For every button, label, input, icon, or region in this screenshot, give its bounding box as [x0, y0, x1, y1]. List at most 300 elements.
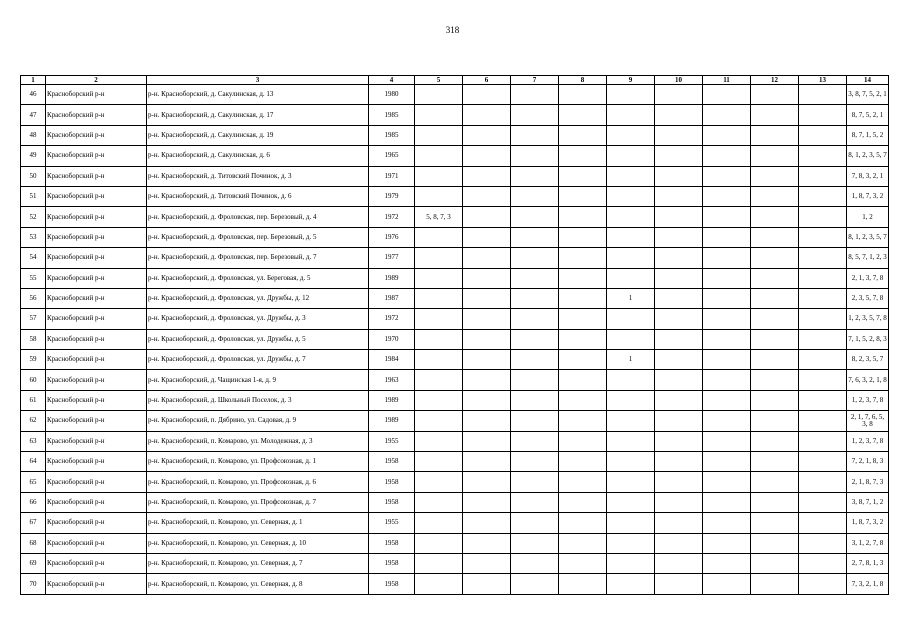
table-cell	[463, 166, 511, 186]
table-cell: 60	[21, 370, 46, 390]
table-cell	[655, 329, 703, 349]
table-cell	[559, 411, 607, 431]
table-cell	[799, 411, 847, 431]
column-header: 9	[607, 76, 655, 85]
table-cell	[703, 513, 751, 533]
table-cell: 1971	[369, 166, 415, 186]
table-cell: р-н. Красноборский, д. Фроловская, ул. Дружбы, д. 5	[147, 329, 369, 349]
table-cell	[655, 370, 703, 390]
table-cell: Красноборский р-н	[46, 186, 147, 206]
table-cell	[703, 125, 751, 145]
table-cell	[463, 553, 511, 573]
table-cell	[559, 248, 607, 268]
table-row	[21, 533, 889, 553]
table-cell	[415, 309, 463, 329]
table-cell	[751, 207, 799, 227]
table-cell: Красноборский р-н	[46, 492, 147, 512]
table-cell	[607, 329, 655, 349]
table-cell: Красноборский р-н	[46, 452, 147, 472]
table-cell: р-н. Красноборский, д. Фроловская, ул. Дружбы, д. 3	[147, 309, 369, 329]
table-cell	[511, 248, 559, 268]
table-cell: р-н. Красноборский, п. Комарово, ул. Профсоюзная, д. 6	[147, 472, 369, 492]
table-cell	[559, 553, 607, 573]
table-cell	[463, 268, 511, 288]
table-cell	[751, 492, 799, 512]
column-header: 14	[847, 76, 889, 85]
table-cell	[751, 533, 799, 553]
column-header: 13	[799, 76, 847, 85]
table-cell: 1985	[369, 125, 415, 145]
table-cell	[799, 390, 847, 410]
table-cell	[415, 186, 463, 206]
table-cell	[655, 513, 703, 533]
table-cell: 1958	[369, 533, 415, 553]
table-cell	[751, 268, 799, 288]
table-cell: р-н. Красноборский, д. Фроловская, пер. Березовый, д. 4	[147, 207, 369, 227]
table-cell	[703, 553, 751, 573]
table-cell	[415, 288, 463, 308]
table-cell: 1958	[369, 574, 415, 594]
table-cell	[511, 105, 559, 125]
table-cell: 2, 1, 8, 7, 3	[847, 472, 889, 492]
table-cell	[511, 411, 559, 431]
table-cell: 66	[21, 492, 46, 512]
table-cell	[655, 207, 703, 227]
table-cell	[463, 431, 511, 451]
table-row	[21, 472, 889, 492]
table-cell	[607, 146, 655, 166]
table-cell: Красноборский р-н	[46, 288, 147, 308]
table-cell: 1	[607, 350, 655, 370]
table-cell	[607, 207, 655, 227]
table-cell: Красноборский р-н	[46, 574, 147, 594]
table-cell	[415, 431, 463, 451]
table-cell	[703, 105, 751, 125]
table-cell: 50	[21, 166, 46, 186]
column-header: 3	[147, 76, 369, 85]
table-cell	[703, 472, 751, 492]
table-cell	[511, 370, 559, 390]
table-cell	[607, 125, 655, 145]
table-cell: Красноборский р-н	[46, 553, 147, 573]
table-cell: 68	[21, 533, 46, 553]
table-cell	[415, 350, 463, 370]
table-cell	[511, 533, 559, 553]
table-cell	[607, 411, 655, 431]
table-cell	[511, 431, 559, 451]
table-cell: р-н. Красноборский, п. Комарово, ул. Северная, д. 7	[147, 553, 369, 573]
table-cell: 1977	[369, 248, 415, 268]
table-cell: р-н. Красноборский, д. Чащинская 1-я, д. 9	[147, 370, 369, 390]
table-cell	[415, 85, 463, 105]
table-cell	[559, 288, 607, 308]
table-cell	[655, 166, 703, 186]
table-cell	[799, 309, 847, 329]
table-cell	[463, 85, 511, 105]
table-cell	[511, 553, 559, 573]
table-cell	[463, 513, 511, 533]
table-cell: Красноборский р-н	[46, 309, 147, 329]
table-cell	[463, 105, 511, 125]
table-cell	[751, 288, 799, 308]
table-cell	[703, 268, 751, 288]
table-cell: 7, 6, 3, 2, 1, 8	[847, 370, 889, 390]
table-cell	[559, 492, 607, 512]
table-cell	[703, 146, 751, 166]
table-cell: р-н. Красноборский, д. Титовский Починок, д. 6	[147, 186, 369, 206]
table-cell	[703, 533, 751, 553]
table-cell	[799, 492, 847, 512]
table-cell	[799, 207, 847, 227]
table-cell	[799, 533, 847, 553]
table-cell: 8, 5, 7, 1, 2, 3	[847, 248, 889, 268]
table-cell	[655, 227, 703, 247]
table-cell	[559, 268, 607, 288]
table-cell	[511, 492, 559, 512]
table-cell	[559, 227, 607, 247]
table-cell: 65	[21, 472, 46, 492]
table-cell	[751, 513, 799, 533]
table-cell: 1965	[369, 146, 415, 166]
table-cell	[415, 105, 463, 125]
table-cell	[463, 207, 511, 227]
table-row	[21, 553, 889, 573]
table-cell: 1958	[369, 472, 415, 492]
table-cell	[463, 472, 511, 492]
table-cell	[751, 431, 799, 451]
table-row	[21, 207, 889, 227]
table-row	[21, 146, 889, 166]
table-cell	[415, 553, 463, 573]
table-cell	[559, 533, 607, 553]
table-cell	[607, 452, 655, 472]
table-cell: р-н. Красноборский, д. Сакулинская, д. 17	[147, 105, 369, 125]
table-cell: 63	[21, 431, 46, 451]
table-cell	[511, 574, 559, 594]
table-cell: Красноборский р-н	[46, 350, 147, 370]
table-cell: 62	[21, 411, 46, 431]
table-cell: Красноборский р-н	[46, 329, 147, 349]
table-cell	[463, 390, 511, 410]
table-cell	[607, 513, 655, 533]
table-cell	[511, 186, 559, 206]
table-cell: Красноборский р-н	[46, 411, 147, 431]
table-cell	[511, 125, 559, 145]
table-cell	[415, 390, 463, 410]
table-cell	[511, 452, 559, 472]
table-cell: 48	[21, 125, 46, 145]
table-cell: р-н. Красноборский, д. Сакулинская, д. 19	[147, 125, 369, 145]
table-cell	[607, 309, 655, 329]
table-cell: 1989	[369, 268, 415, 288]
table-cell: 70	[21, 574, 46, 594]
table-cell	[703, 288, 751, 308]
table-cell	[703, 390, 751, 410]
table-cell	[511, 166, 559, 186]
table-cell	[463, 227, 511, 247]
table-cell: Красноборский р-н	[46, 248, 147, 268]
table-cell	[799, 329, 847, 349]
table-cell	[703, 186, 751, 206]
table-cell: 1970	[369, 329, 415, 349]
table-cell	[751, 350, 799, 370]
table-cell: 1, 8, 7, 3, 2	[847, 186, 889, 206]
table-cell: 67	[21, 513, 46, 533]
table-cell: 1, 2, 3, 7, 8	[847, 390, 889, 410]
table-cell	[751, 309, 799, 329]
table-cell	[799, 227, 847, 247]
table-cell: Красноборский р-н	[46, 146, 147, 166]
table-cell: 3, 8, 7, 1, 2	[847, 492, 889, 512]
table-cell	[655, 288, 703, 308]
table-cell	[799, 431, 847, 451]
table-cell: 1963	[369, 370, 415, 390]
column-header: 6	[463, 76, 511, 85]
table-cell	[559, 452, 607, 472]
table-cell	[511, 288, 559, 308]
table-cell	[415, 492, 463, 512]
table-cell	[751, 411, 799, 431]
table-cell: 52	[21, 207, 46, 227]
table-cell	[799, 553, 847, 573]
table-cell	[703, 309, 751, 329]
table-cell: 1985	[369, 105, 415, 125]
table-cell: р-н. Красноборский, п. Комарово, ул. Профсоюзная, д. 1	[147, 452, 369, 472]
table-cell: Красноборский р-н	[46, 166, 147, 186]
table-cell	[463, 574, 511, 594]
table-cell	[511, 472, 559, 492]
table-cell	[607, 370, 655, 390]
table-cell: 1958	[369, 492, 415, 512]
table-cell	[655, 186, 703, 206]
page-number: 318	[445, 25, 460, 35]
table-row	[21, 411, 889, 431]
table-cell	[607, 492, 655, 512]
table-cell	[415, 513, 463, 533]
table-cell	[751, 125, 799, 145]
table-body	[21, 85, 889, 595]
table-cell	[463, 146, 511, 166]
table-cell	[703, 207, 751, 227]
table-cell: 54	[21, 248, 46, 268]
table-cell	[463, 288, 511, 308]
table-cell: 1987	[369, 288, 415, 308]
table-cell: р-н. Красноборский, п. Комарово, ул. Профсоюзная, д. 7	[147, 492, 369, 512]
table-row	[21, 85, 889, 105]
table-cell	[799, 452, 847, 472]
table-cell	[559, 390, 607, 410]
table-cell: 7, 1, 5, 2, 8, 3	[847, 329, 889, 349]
table-cell: 56	[21, 288, 46, 308]
table-cell	[655, 431, 703, 451]
table-cell	[463, 248, 511, 268]
table-row	[21, 329, 889, 349]
table-cell	[559, 186, 607, 206]
table-cell	[559, 431, 607, 451]
table-cell	[655, 248, 703, 268]
table-cell	[463, 452, 511, 472]
table-cell	[751, 390, 799, 410]
table-cell	[751, 146, 799, 166]
table-cell	[559, 166, 607, 186]
header-row	[21, 76, 889, 85]
table-cell	[751, 452, 799, 472]
table-row	[21, 227, 889, 247]
table-cell: 1976	[369, 227, 415, 247]
table-cell: 1984	[369, 350, 415, 370]
table-cell	[655, 533, 703, 553]
table-cell: Красноборский р-н	[46, 268, 147, 288]
table-cell: 47	[21, 105, 46, 125]
table-cell	[511, 309, 559, 329]
table-cell: 1, 2	[847, 207, 889, 227]
table-cell	[607, 268, 655, 288]
table-row	[21, 390, 889, 410]
table-cell	[799, 125, 847, 145]
table-cell: 1979	[369, 186, 415, 206]
table-row	[21, 125, 889, 145]
table-cell	[799, 268, 847, 288]
table-cell: р-н. Красноборский, д. Фроловская, пер. Березовый, д. 5	[147, 227, 369, 247]
table-row	[21, 186, 889, 206]
column-header: 4	[369, 76, 415, 85]
table-cell: 3, 8, 7, 5, 2, 1	[847, 85, 889, 105]
table-cell	[751, 105, 799, 125]
table-cell	[415, 411, 463, 431]
table-cell: 57	[21, 309, 46, 329]
table-cell	[655, 105, 703, 125]
table-cell	[655, 125, 703, 145]
table-cell	[511, 390, 559, 410]
table-cell	[415, 452, 463, 472]
table-cell	[463, 350, 511, 370]
table-cell	[511, 268, 559, 288]
table-cell	[607, 533, 655, 553]
table-cell: 2, 3, 5, 7, 8	[847, 288, 889, 308]
table-cell	[751, 85, 799, 105]
table-row	[21, 350, 889, 370]
table-cell	[415, 166, 463, 186]
table-cell: Красноборский р-н	[46, 125, 147, 145]
table-row	[21, 166, 889, 186]
table-cell: 8, 2, 3, 5, 7	[847, 350, 889, 370]
table-cell	[559, 350, 607, 370]
table-cell: р-н. Красноборский, д. Школьный Поселок, д. 3	[147, 390, 369, 410]
table-cell: 1980	[369, 85, 415, 105]
table-cell: р-н. Красноборский, д. Фроловская, ул. Дружбы, д. 12	[147, 288, 369, 308]
table-cell	[559, 574, 607, 594]
table-cell	[463, 186, 511, 206]
table-cell: 8, 7, 1, 5, 2	[847, 125, 889, 145]
table-cell: 64	[21, 452, 46, 472]
table-row	[21, 248, 889, 268]
table-cell	[751, 329, 799, 349]
table-cell: 58	[21, 329, 46, 349]
table-cell: р-н. Красноборский, д. Фроловская, ул. Дружбы, д. 7	[147, 350, 369, 370]
table-cell: 51	[21, 186, 46, 206]
table-cell	[703, 574, 751, 594]
table-cell: Красноборский р-н	[46, 513, 147, 533]
table-cell	[703, 452, 751, 472]
table-cell	[607, 390, 655, 410]
table-cell: р-н. Красноборский, п. Комарово, ул. Северная, д. 8	[147, 574, 369, 594]
table-cell	[463, 533, 511, 553]
table-cell: р-н. Красноборский, п. Дябрино, ул. Садовая, д. 9	[147, 411, 369, 431]
table-cell: Красноборский р-н	[46, 533, 147, 553]
table-cell: Красноборский р-н	[46, 472, 147, 492]
table-cell: 1958	[369, 553, 415, 573]
table-cell: 1, 2, 3, 7, 8	[847, 431, 889, 451]
table-cell	[607, 186, 655, 206]
table-cell: 1958	[369, 452, 415, 472]
table-cell	[463, 329, 511, 349]
table-cell	[607, 105, 655, 125]
table-cell: 8, 1, 2, 3, 5, 7	[847, 146, 889, 166]
table-cell	[559, 207, 607, 227]
table-cell: 5, 8, 7, 3	[415, 207, 463, 227]
table-cell: Красноборский р-н	[46, 390, 147, 410]
table-cell	[607, 85, 655, 105]
table-cell: 46	[21, 85, 46, 105]
table-cell	[703, 350, 751, 370]
table-cell	[751, 166, 799, 186]
table-row	[21, 452, 889, 472]
table-cell	[799, 166, 847, 186]
table-cell	[463, 411, 511, 431]
table-cell	[655, 452, 703, 472]
table-cell	[559, 85, 607, 105]
table-cell: 1, 2, 3, 5, 7, 8	[847, 309, 889, 329]
table-cell: 55	[21, 268, 46, 288]
table-cell	[511, 513, 559, 533]
table-cell: 1, 8, 7, 3, 2	[847, 513, 889, 533]
table-cell: Красноборский р-н	[46, 105, 147, 125]
table-cell	[607, 166, 655, 186]
column-header: 12	[751, 76, 799, 85]
column-header: 7	[511, 76, 559, 85]
table-cell	[799, 186, 847, 206]
table-cell	[799, 146, 847, 166]
table-cell	[655, 411, 703, 431]
table-cell	[511, 146, 559, 166]
table-cell	[799, 472, 847, 492]
table-cell	[799, 370, 847, 390]
table-cell	[607, 248, 655, 268]
table-cell	[655, 146, 703, 166]
table-row	[21, 288, 889, 308]
table-cell: 53	[21, 227, 46, 247]
table-cell	[751, 574, 799, 594]
table-cell	[703, 85, 751, 105]
table-cell	[655, 268, 703, 288]
table-cell	[703, 411, 751, 431]
table-cell: р-н. Красноборский, п. Комарово, ул. Северная, д. 10	[147, 533, 369, 553]
table-row	[21, 268, 889, 288]
table-cell	[415, 268, 463, 288]
table-cell: Красноборский р-н	[46, 370, 147, 390]
table-cell	[703, 329, 751, 349]
table-cell	[559, 513, 607, 533]
table-cell: 2, 1, 7, 6, 5, 3, 8	[847, 411, 889, 431]
table-cell: 1972	[369, 207, 415, 227]
table-cell	[559, 329, 607, 349]
table-cell	[703, 248, 751, 268]
table-cell	[751, 553, 799, 573]
table-cell	[415, 125, 463, 145]
table-cell	[655, 472, 703, 492]
table-cell	[559, 370, 607, 390]
table-cell: 61	[21, 390, 46, 410]
